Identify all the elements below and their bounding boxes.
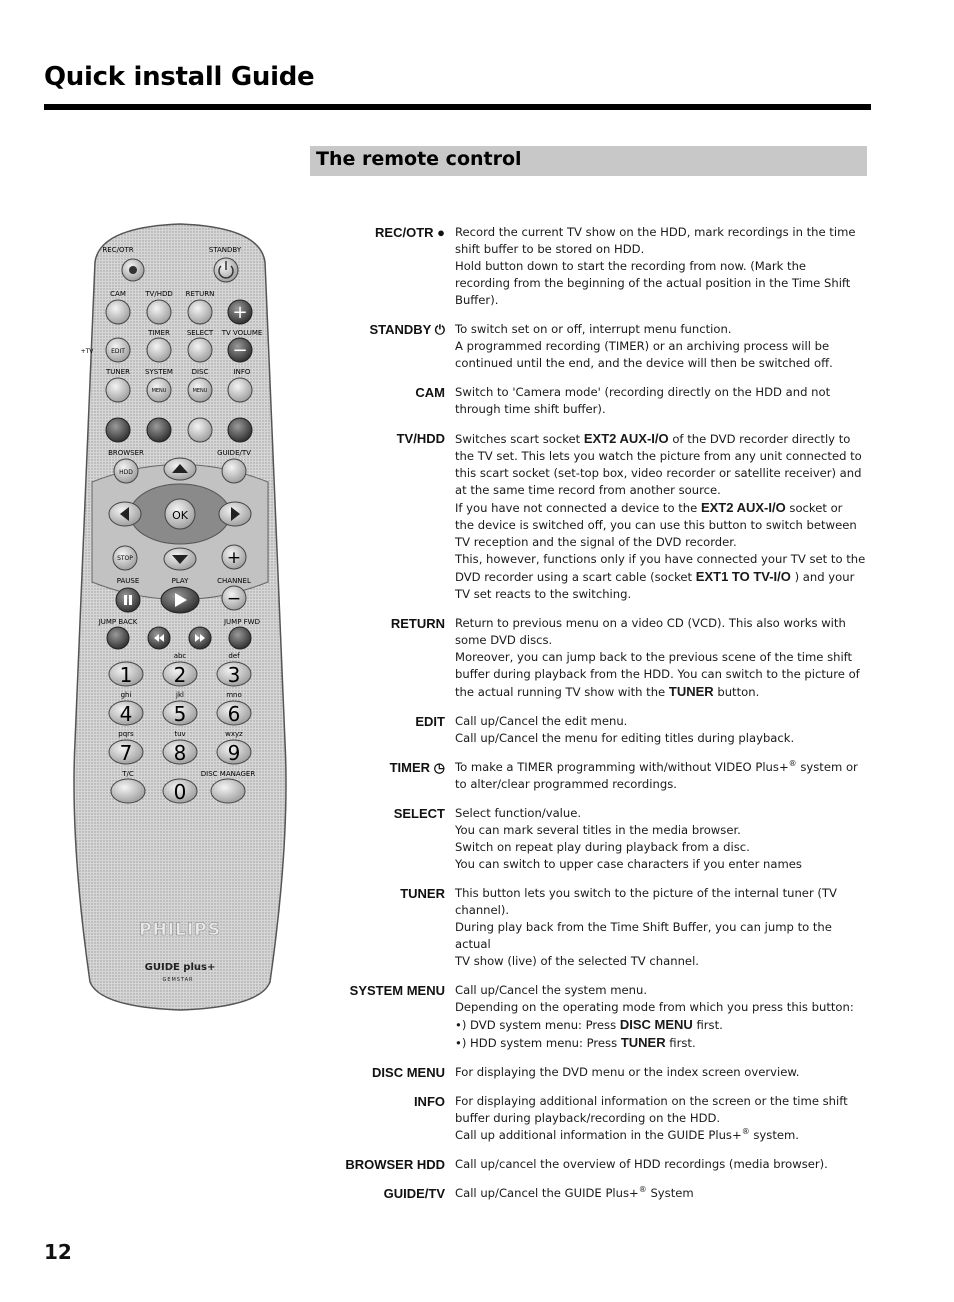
remote-label: TUNER [106,368,130,376]
definition-term: INFO [413,1094,445,1109]
remote-label: 1 [119,663,133,687]
definition-term: SYSTEM MENU [349,983,445,998]
remote-label: TIMER [148,329,170,337]
remote-label: ghi [120,691,132,699]
description-line: You can switch to upper case characters if you enter names [455,857,802,871]
color-key-2 [147,418,171,442]
remote-label: CAM [110,290,126,298]
definition-row [300,430,870,603]
inline-key-name: EXT2 AUX-I/O [583,431,669,446]
return-button [188,300,212,324]
remote-label: TV VOLUME [221,329,263,337]
description-line: Return to previous menu on a video CD (VCD). This also works with [455,616,846,630]
definition-term: EDIT [415,714,445,729]
description-line: this scart socket (set-top box, video recorder or satellite receiver) and [455,466,862,480]
remote-label: pqrs [118,730,134,738]
description-line: to alter/clear programmed recordings. [455,777,677,791]
remote-label: 4 [119,702,133,726]
cam-button [106,300,130,324]
remote-label: BROWSER [108,449,144,457]
description-line: •) HDD system menu: Press TUNER first. [455,1035,696,1050]
definition-row [300,1185,870,1202]
remote-label: + [226,548,242,568]
definition-term: GUIDE/TV [383,1186,445,1201]
tv-hdd-button [147,300,171,324]
definition-description [455,1185,870,1202]
description-line: the actual running TV show with the TUNER button. [455,684,760,699]
description-line: at the same time record from another source. [455,483,721,497]
registered-mark: ® [788,759,797,769]
description-line: Call up/Cancel the system menu. [455,983,648,997]
remote-label: STOP [117,555,133,562]
description-line: If you have not connected a device to the EXT2 AUX-I/O socket or [455,500,843,515]
inline-key-name: EXT1 TO TV-I/O [695,569,791,584]
definition-term: TIMER ◷ [389,760,445,775]
definitions-list [300,224,870,1214]
description-line: During play back from the Time Shift Buffer, you can jump to the actual [455,920,832,951]
page-title: Quick install Guide [44,62,315,92]
definition-row [300,384,870,418]
inline-key-name: TUNER [620,1035,666,1050]
definition-term: CAM [415,385,445,400]
description-line: Switches scart socket EXT2 AUX-I/O of the DVD recorder directly to [455,431,851,446]
description-line: Call up/Cancel the menu for editing titles during playback. [455,731,795,745]
description-line: channel). [455,903,510,917]
remote-label: EDIT [111,348,125,355]
registered-mark: ® [638,1185,647,1195]
description-line: Switch on repeat play during playback from a disc. [455,840,750,854]
description-line: For displaying additional information on the screen or the time shift [455,1094,848,1108]
info-button [228,378,252,402]
remote-control-illustration [70,222,290,1012]
title-rule [44,104,871,110]
definition-term: TV/HDD [396,431,445,446]
description-line: To switch set on or off, interrupt menu function. [455,322,732,336]
remote-body [74,224,286,1010]
definition-row [300,1156,870,1173]
definition-description [455,1064,870,1081]
remote-label-standby: STANDBY [208,246,242,254]
remote-label: PLAY [171,577,189,585]
description-line: DVD recorder using a scart cable (socket EXT1 TO TV-I/O ) and your [455,569,855,584]
remote-label: MENU [192,388,208,394]
description-line: TV show (live) of the selected TV channel. [455,954,699,968]
description-line: the TV set. This lets you watch the picture from any unit connected to [455,449,862,463]
definition-row [300,982,870,1052]
description-line: Buffer). [455,293,499,307]
page-number: 12 [44,1240,72,1264]
description-line: A programmed recording (TIMER) or an archiving process will be [455,339,830,353]
description-line: recording from the beginning of the actual position in the Time Shift [455,276,851,290]
remote-label: 9 [227,741,241,765]
definition-row [300,885,870,970]
description-line: Call up/cancel the overview of HDD recordings (media browser). [455,1157,828,1171]
guide-plus-logo: GUIDE plus+ [144,962,216,973]
description-line: Depending on the operating mode from which you press this button: [455,1000,854,1014]
jump-back-button [107,627,129,649]
remote-label: RETURN [185,290,215,298]
remote-label: DISC MANAGER [200,770,256,778]
description-line: Call up/Cancel the edit menu. [455,714,628,728]
description-line: Hold button down to start the recording from now. (Mark the [455,259,807,273]
remote-label: T/C [122,770,134,778]
definition-description [455,1156,870,1173]
section-header [310,146,867,176]
remote-label: PAUSE [116,577,140,585]
remote-label: DISC [191,368,209,376]
description-line: shift buffer to be stored on HDD. [455,242,645,256]
remote-label: − [232,340,248,361]
definition-row [300,224,870,309]
definition-description [455,713,870,747]
timer-button [147,338,171,362]
color-key-1 [106,418,130,442]
definition-description [455,224,870,309]
remote-label: abc [173,652,187,660]
remote-label: tuv [174,730,186,738]
description-line: Select function/value. [455,806,582,820]
inline-key-name: EXT2 AUX-I/O [700,500,786,515]
definition-description [455,615,870,701]
brand-logo: PHILIPS [139,920,221,940]
definition-row [300,1093,870,1144]
definition-term: STANDBY ⏻ [369,322,445,337]
remote-label: SELECT [186,329,214,337]
description-line: buffer during playback from the HDD. You can switch to the picture of [455,667,860,681]
remote-label: +TV [80,348,94,355]
remote-label: SYSTEM [145,368,173,376]
remote-label: GUIDE/TV [217,449,251,457]
registered-mark: ® [741,1127,750,1137]
remote-label: 6 [227,702,241,726]
definition-row [300,1064,870,1081]
remote-label: 7 [119,741,133,765]
description-line: TV set reacts to the switching. [455,587,632,601]
remote-label: mno [226,691,242,699]
disc-manager-button [211,779,245,803]
definition-row [300,615,870,701]
definition-term: REC/OTR ● [375,225,445,240]
color-key-4 [228,418,252,442]
description-line: buffer during playback/recording on the HDD. [455,1111,721,1125]
description-line: some DVD discs. [455,633,553,647]
description-line: Record the current TV show on the HDD, mark recordings in the time [455,225,856,239]
definition-term: BROWSER HDD [345,1157,445,1172]
description-line: To make a TIMER programming with/without VIDEO Plus+® system or [455,759,858,774]
definition-description [455,759,870,793]
remote-label: 5 [173,702,187,726]
remote-label: INFO [233,368,251,376]
tuner-button [106,378,130,402]
remote-label: CHANNEL [217,577,251,585]
jump-fwd-button [229,627,251,649]
definition-description [455,805,870,873]
description-line: Switch to 'Camera mode' (recording directly on the HDD and not [455,385,831,399]
remote-label: 2 [173,663,187,687]
definition-description [455,1093,870,1144]
remote-label: HDD [119,469,133,476]
description-line: •) DVD system menu: Press DISC MENU first. [455,1017,723,1032]
remote-label: OK [172,509,188,522]
guide-tv-button [222,459,246,483]
section-title: The remote control [316,148,522,170]
definition-term: RETURN [390,616,445,631]
description-line: This, however, functions only if you have connected your TV set to the [455,552,866,566]
description-line: the device is switched off, you can use this button to switch between [455,518,857,532]
remote-label: − [226,589,242,609]
number-keypad [109,662,255,804]
definition-term: DISC MENU [372,1065,445,1080]
description-line: through time shift buffer). [455,402,606,416]
definition-row [300,759,870,793]
remote-label: JUMP BACK [98,618,138,626]
remote-label: TV/HDD [145,290,173,298]
select-button [188,338,212,362]
remote-label: MENU [151,388,167,394]
description-line: You can mark several titles in the media browser. [455,823,741,837]
remote-label: jkl [176,691,184,699]
definition-term: SELECT [393,806,445,821]
description-line: TV reception and the signal of the DVD recorder. [455,535,737,549]
definition-term: TUNER [400,886,445,901]
remote-label: JUMP FWD [223,618,261,626]
remote-label: 8 [173,741,187,765]
definition-description [455,982,870,1052]
inline-key-name: DISC MENU [619,1017,693,1032]
inline-key-name: TUNER [668,684,714,699]
definition-description [455,321,870,372]
remote-label-rec: REC/OTR [102,246,134,254]
description-line: This button lets you switch to the picture of the internal tuner (TV [455,886,837,900]
remote-label: + [232,302,248,323]
remote-label: 0 [173,780,187,804]
remote-label: 3 [227,663,241,687]
color-key-3 [188,418,212,442]
gemstar-logo: GEMSTAR [162,977,194,983]
remote-label: def [228,652,240,660]
description-line: Call up additional information in the GUIDE Plus+® system. [455,1127,799,1142]
definition-row [300,713,870,747]
tc-button [111,779,145,803]
description-line: For displaying the DVD menu or the index screen overview. [455,1065,800,1079]
description-line: Moreover, you can jump back to the previous scene of the time shift [455,650,853,664]
pause-button [116,588,140,612]
remote-label: wxyz [225,730,243,738]
definition-row [300,321,870,372]
definition-row [300,805,870,873]
description-line: continued until the end, and the device will then be switched off. [455,356,833,370]
definition-description [455,885,870,970]
description-line: Call up/Cancel the GUIDE Plus+® System [455,1185,694,1200]
definition-description [455,430,870,603]
definition-description [455,384,870,418]
